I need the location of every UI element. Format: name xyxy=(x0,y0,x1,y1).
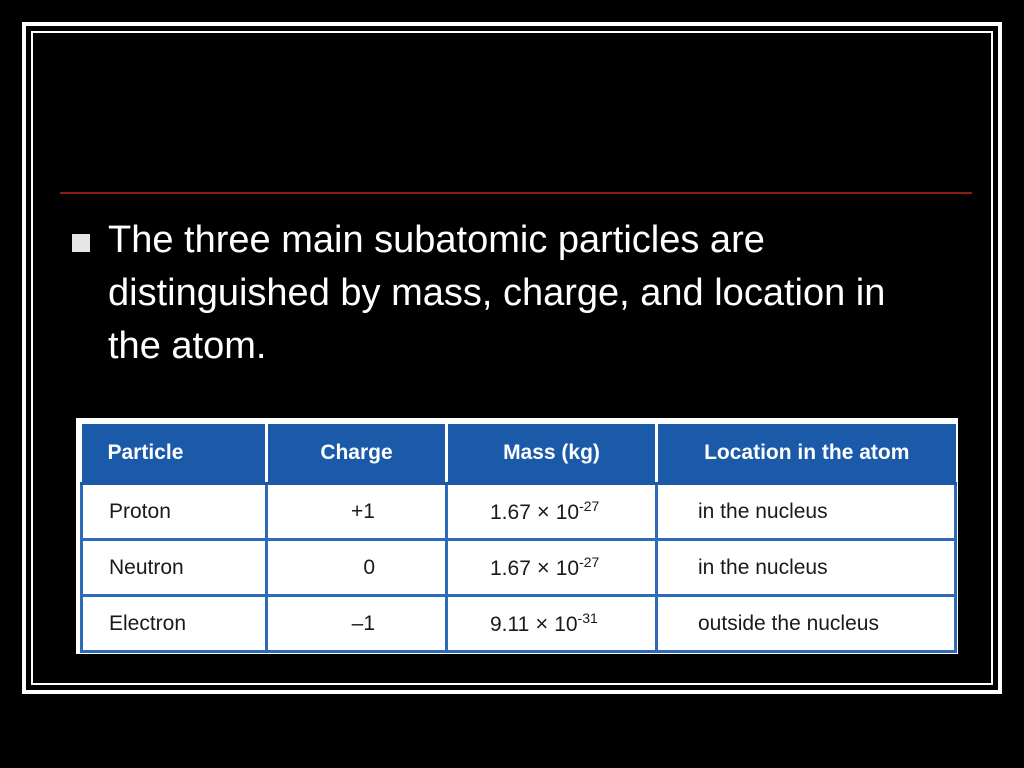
mass-exponent: -27 xyxy=(579,554,600,570)
cell-location: outside the nucleus xyxy=(657,596,956,652)
times-sign: × xyxy=(535,611,549,636)
cell-mass xyxy=(447,484,657,540)
bullet-text: The three main subatomic particles are distinguished by mass, charge, and location in the atom. xyxy=(108,219,886,367)
cell-charge: +1 xyxy=(267,484,447,540)
title-divider-line xyxy=(60,192,972,194)
cell-particle: Electron xyxy=(82,596,267,652)
cell-particle: Neutron xyxy=(82,540,267,596)
mass-base: 10 xyxy=(554,613,578,636)
cell-mass xyxy=(447,596,657,652)
table-row xyxy=(82,484,956,540)
bullet-square-icon xyxy=(72,234,90,252)
cell-charge: 0 xyxy=(267,540,447,596)
header-particle: Particle xyxy=(82,424,267,484)
mass-exponent: -27 xyxy=(579,498,600,514)
header-location: Location in the atom xyxy=(657,424,956,484)
mass-exponent: -31 xyxy=(577,610,598,626)
mass-coefficient: 9.11 xyxy=(490,613,530,636)
cell-location: in the nucleus xyxy=(657,484,956,540)
cell-charge: –1 xyxy=(267,596,447,652)
header-mass: Mass (kg) xyxy=(447,424,657,484)
cell-particle: Proton xyxy=(82,484,267,540)
table-row xyxy=(82,540,956,596)
particle-table-container xyxy=(76,418,958,654)
mass-base: 10 xyxy=(555,501,580,524)
times-sign: × xyxy=(536,499,550,524)
table-row xyxy=(82,596,956,652)
cell-location: in the nucleus xyxy=(657,540,956,596)
cell-mass xyxy=(447,540,657,596)
header-charge: Charge xyxy=(267,424,447,484)
mass-coefficient: 1.67 xyxy=(490,557,531,580)
mass-base: 10 xyxy=(555,557,580,580)
mass-coefficient: 1.67 xyxy=(490,501,531,524)
times-sign: × xyxy=(536,555,550,580)
particle-table xyxy=(80,424,957,653)
table-header-row xyxy=(82,424,956,484)
